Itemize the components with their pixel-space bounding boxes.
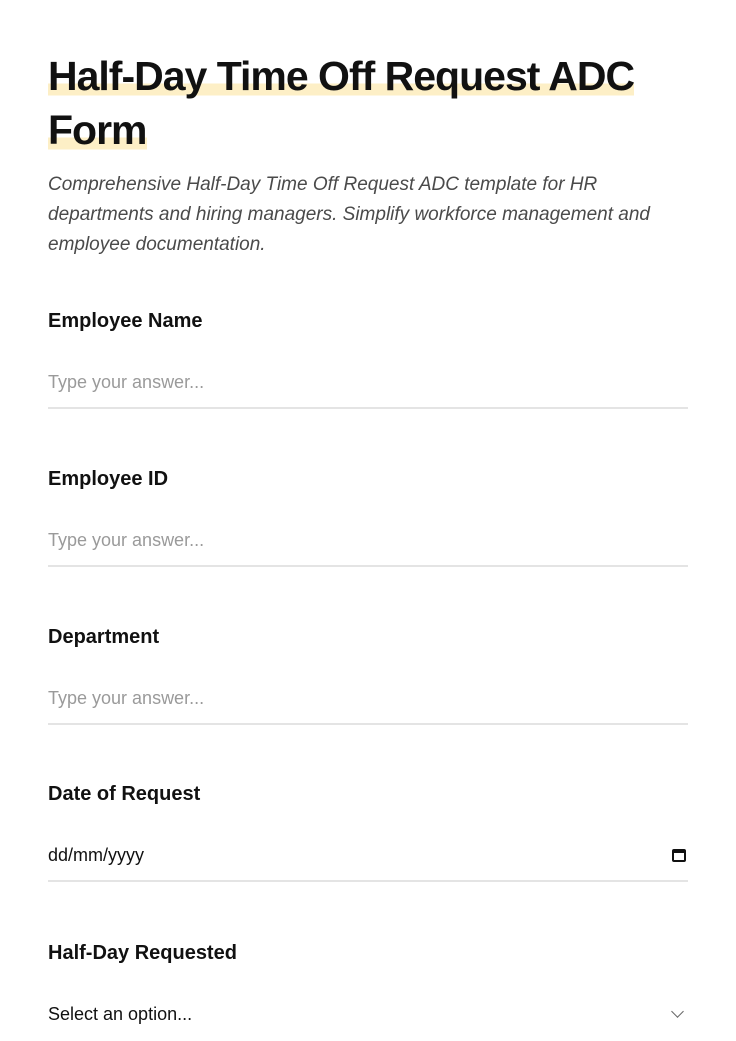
department-input[interactable] [48,674,688,725]
field-half-day-requested [48,941,688,1041]
chevron-down-icon [671,1005,684,1018]
employee-id-input[interactable] [48,516,688,567]
employee-name-input[interactable] [48,358,688,409]
field-label: Date of Request [48,783,201,805]
date-of-request-input[interactable] [48,831,688,882]
form-description: Comprehensive Half-Day Time Off Request ADC template for HR departments and hiring managers. Simplify workforce management and employee documentation. [48,174,650,255]
date-value: dd/mm/yyyy [48,845,145,865]
field-label: Department [48,626,160,648]
field-employee-id [48,467,688,567]
field-label: Half-Day Requested [48,942,237,964]
field-label: Employee Name [48,310,203,332]
field-department [48,625,688,725]
page-title: Half-Day Time Off Request ADC Form [48,53,635,153]
placeholder: Type your answer... [48,372,205,392]
calendar-icon[interactable] [672,849,686,862]
field-label: Employee ID [48,468,169,490]
select-value: Select an option... [48,1004,193,1024]
half-day-select[interactable] [48,990,688,1041]
placeholder: Type your answer... [48,688,205,708]
placeholder: Type your answer... [48,530,205,550]
field-date-of-request [48,782,688,882]
field-employee-name [48,309,688,409]
